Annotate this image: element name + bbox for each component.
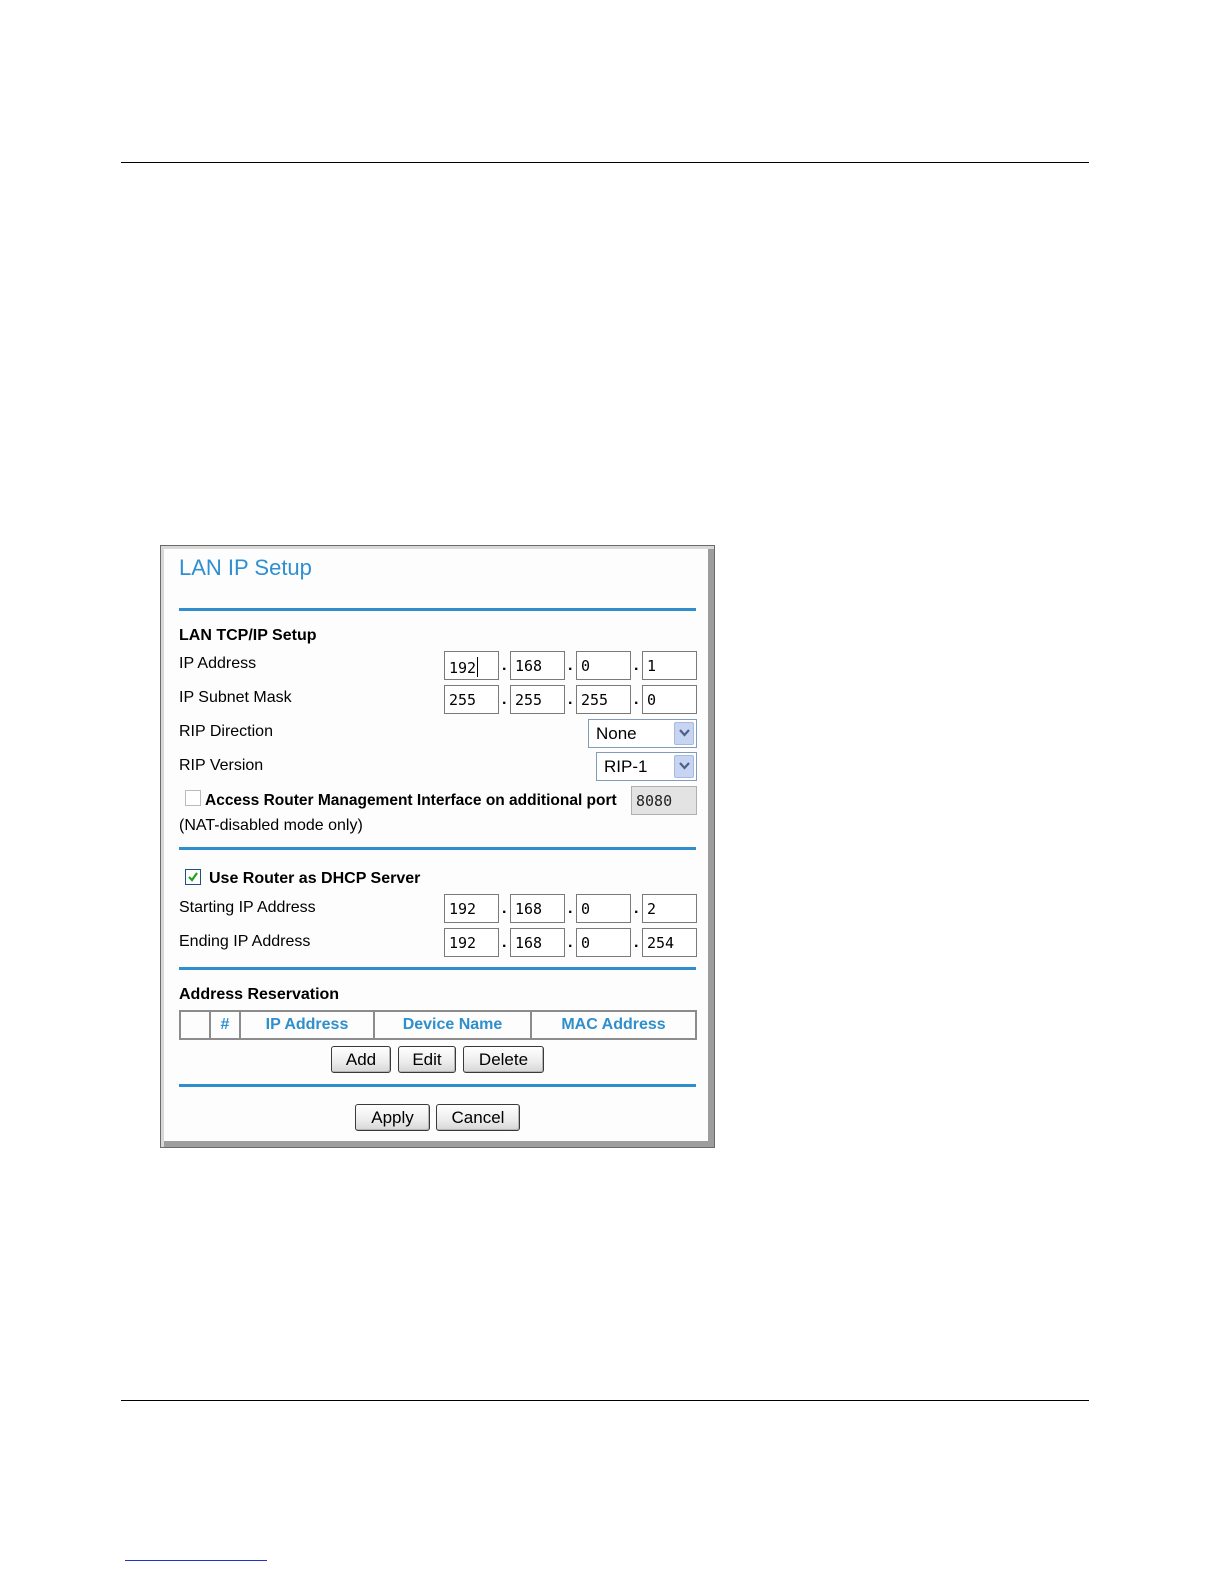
octet-separator: . — [502, 657, 507, 674]
cancel-button[interactable]: Cancel — [436, 1104, 520, 1131]
page-title: LAN IP Setup — [179, 555, 312, 580]
ip-address-octet-1[interactable]: 192 — [444, 651, 499, 680]
octet-separator: . — [634, 900, 639, 917]
address-reservation-heading: Address Reservation — [179, 986, 340, 1003]
divider — [179, 1084, 696, 1087]
octet-separator: . — [568, 691, 573, 708]
ending-ip-label: Ending IP Address — [179, 933, 311, 950]
remote-management-label: Access Router Management Interface on additional port — [205, 792, 617, 809]
octet-separator: . — [568, 934, 573, 951]
rip-direction-select[interactable] — [588, 719, 697, 748]
starting-ip-label: Starting IP Address — [179, 899, 316, 916]
ip-address-octet-3[interactable]: 0 — [576, 651, 631, 680]
ip-address-label: IP Address — [179, 655, 257, 672]
octet-separator: . — [634, 691, 639, 708]
footer-rule — [121, 1400, 1089, 1401]
delete-button[interactable]: Delete — [463, 1046, 544, 1073]
starting-ip-octet-3[interactable]: 0 — [576, 894, 631, 923]
divider — [179, 967, 696, 970]
rip-direction-label: RIP Direction — [179, 723, 273, 740]
divider — [179, 847, 696, 850]
octet-separator: . — [634, 934, 639, 951]
reservation-table — [179, 1010, 697, 1040]
chevron-down-icon[interactable] — [674, 722, 694, 745]
octet-separator: . — [502, 691, 507, 708]
checkmark-icon — [187, 871, 199, 883]
ip-address-octet-2[interactable]: 168 — [510, 651, 565, 680]
subnet-mask-octet-4[interactable]: 0 — [642, 685, 697, 714]
apply-button[interactable]: Apply — [355, 1104, 430, 1131]
ending-ip-octet-1[interactable]: 192 — [444, 928, 499, 957]
add-button[interactable]: Add — [331, 1046, 391, 1073]
subnet-mask-octet-1[interactable]: 255 — [444, 685, 499, 714]
lan-ip-setup-window — [160, 545, 715, 1148]
edit-button[interactable]: Edit — [398, 1046, 456, 1073]
reservation-table-header — [180, 1011, 696, 1039]
ip-address-octet-4[interactable]: 1 — [642, 651, 697, 680]
starting-ip-octet-2[interactable]: 168 — [510, 894, 565, 923]
octet-separator: . — [634, 657, 639, 674]
index-column-header: # — [210, 1011, 240, 1039]
rip-direction-value: None — [596, 724, 637, 743]
dhcp-server-label: Use Router as DHCP Server — [209, 870, 421, 887]
dhcp-server-checkbox[interactable] — [185, 869, 201, 885]
select-column-header — [180, 1011, 210, 1039]
octet-separator: . — [502, 900, 507, 917]
starting-ip-octet-4[interactable]: 2 — [642, 894, 697, 923]
lan-tcpip-heading: LAN TCP/IP Setup — [179, 627, 317, 644]
rip-version-label: RIP Version — [179, 757, 264, 774]
ip-address-column-header: IP Address — [240, 1011, 374, 1039]
device-name-column-header: Device Name — [374, 1011, 531, 1039]
header-rule — [121, 162, 1089, 163]
chevron-down-icon[interactable] — [674, 755, 694, 778]
starting-ip-octet-1[interactable]: 192 — [444, 894, 499, 923]
footer-link-underline — [125, 1560, 267, 1561]
remote-management-checkbox[interactable] — [185, 790, 201, 806]
ending-ip-octet-3[interactable]: 0 — [576, 928, 631, 957]
divider — [179, 608, 696, 611]
remote-management-port-field[interactable]: 8080 — [631, 786, 697, 815]
ending-ip-octet-4[interactable]: 254 — [642, 928, 697, 957]
text-cursor — [477, 657, 478, 677]
subnet-mask-label: IP Subnet Mask — [179, 689, 292, 706]
rip-version-value: RIP-1 — [604, 757, 648, 776]
octet-separator: . — [568, 900, 573, 917]
subnet-mask-octet-2[interactable]: 255 — [510, 685, 565, 714]
octet-separator: . — [502, 934, 507, 951]
nat-disabled-note: (NAT-disabled mode only) — [179, 817, 363, 834]
rip-version-select[interactable] — [596, 752, 697, 781]
octet-separator: . — [568, 657, 573, 674]
subnet-mask-octet-3[interactable]: 255 — [576, 685, 631, 714]
mac-address-column-header: MAC Address — [531, 1011, 696, 1039]
ending-ip-octet-2[interactable]: 168 — [510, 928, 565, 957]
